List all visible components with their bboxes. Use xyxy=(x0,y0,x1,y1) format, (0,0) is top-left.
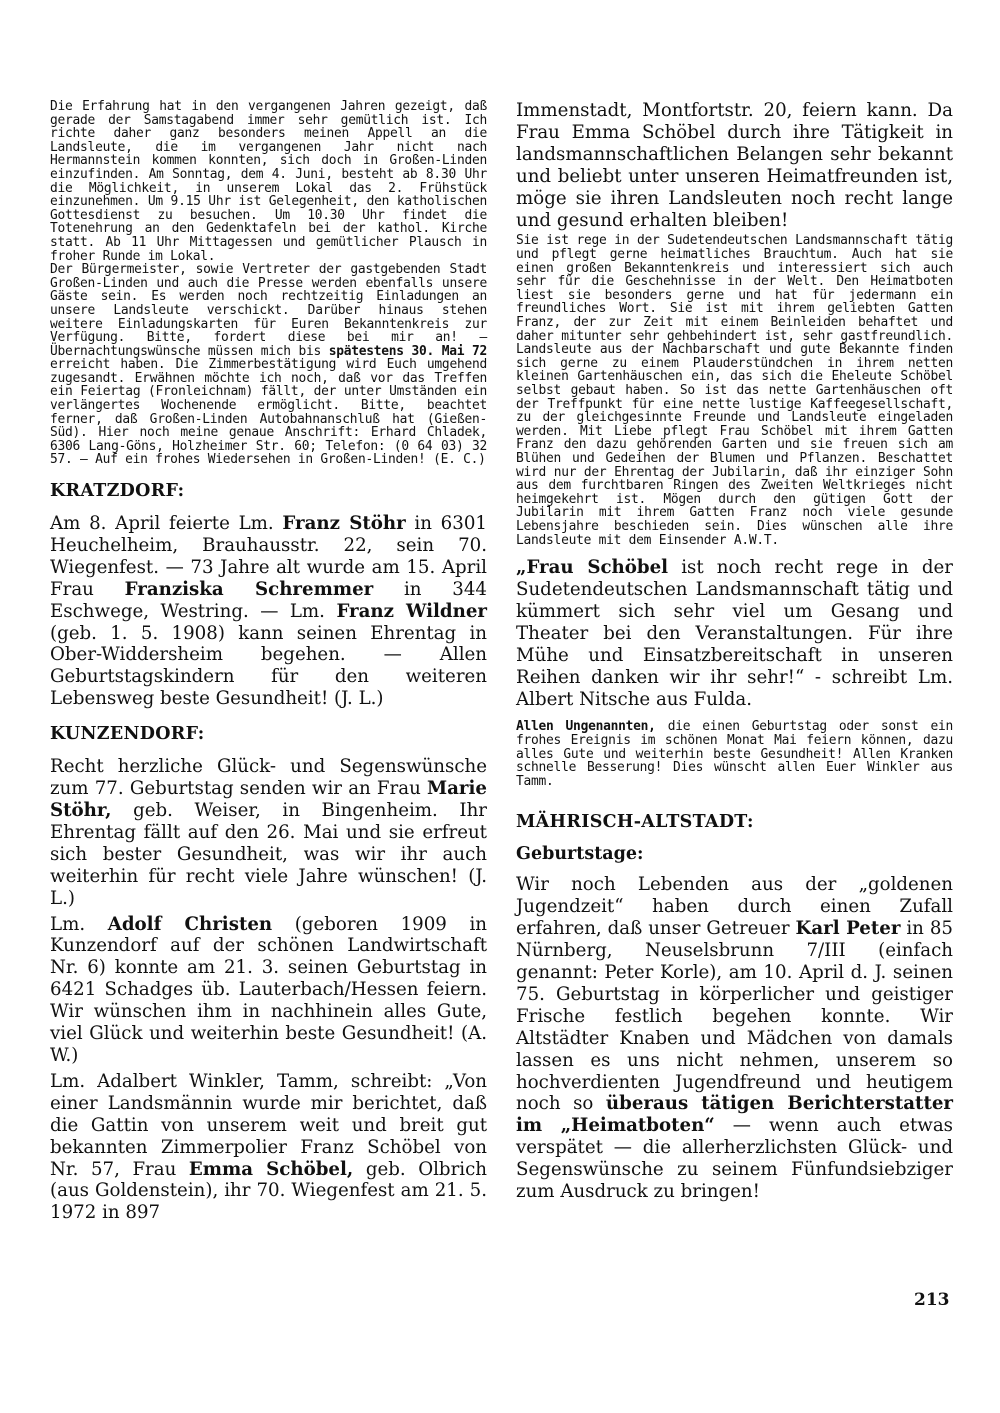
page-number: 213 xyxy=(914,1290,950,1310)
right-column xyxy=(516,100,953,1203)
left-column xyxy=(50,100,487,1224)
kunzendorf-paragraph-2: Lm. Adolf Christen (geboren 1909 in Kunzendorf auf der schönen Landwirtschaft Nr. 6) konnte am 21. 3. seinen Geburtstag in 6421 Schadges üb. Lauterbach/Hessen feiern. Wir wünschen ihm in nachhinein alles Gute, viel Glück und weiterhin beste Gesundheit! (A. W.) xyxy=(50,913,487,1066)
schoebel-detail-paragraph: Sie ist rege in der Sudetendeutschen Landsmannschaft tätig und pflegt gerne heimatliches Brauchtum. Auch hat sie einen großen Bekanntenkreis und interessiert sich auch sehr für die Geschehnisse in der Welt. Den Heimatboten liest sie besonders gerne und hat für jedermann ein freundliches Wort. Sie ist mit ihrem geliebten Gatten Franz, der zur Zeit mit einem Beinleiden behaftet und daher mitunter sehr gehbehindert ist, sehr gastfreundlich. Landsleute aus der Nachbarschaft und gute Bekannte finden sich gerne zu einem Plauderstündchen in ihrem netten kleinen Gartenhäuschen ein, das sich die Eheleute Schöbel selbst gebaut haben. So ist das nette Gartenhäuschen oft der Treffpunkt für eine nette lustige Kaffeegesellschaft, zu der gleichgesinnte Freunde und Landsleute eingeladen werden. Mit Liebe pflegt Frau Schöbel mit ihrem Gatten Franz den dazu gehörenden Garten und sie freuen sich am Blühen und Gedeihen der Blumen und Pflanzen. Beschattet wird nur der Ehrentag der Jubilarin, daß ihr einziger Sohn aus dem furchtbaren Ringen des Zweiten Weltkrieges nicht heimgekehrt ist. Mögen durch den gütigen Gott der Jubilarin mit ihrem Gatten Franz noch viele gesunde Lebensjahre beschieden sein. Dies wünschen alle ihre Landsleute mit dem Einsender A.W.T. xyxy=(516,233,953,548)
geburtstage-subheading: Geburtstage: xyxy=(516,844,644,865)
nitsche-quote-paragraph: „Frau Schöbel ist noch recht rege in der Sudetendeutschen Landsmannschaft tätig und kümmert sich sehr viel um Gesang und Theater bei den Veranstaltungen. Für ihre Mühe und Einsatzbereitschaft in unseren Reihen danken wir ihr sehr!“ - schreibt Lm. Albert Nitsche aus Fulda. xyxy=(516,557,953,710)
maehrisch-altstadt-heading: MÄHRISCH-ALTSTADT: xyxy=(516,812,754,833)
meeting-announcement-paragraph-1: Die Erfahrung hat in den vergangenen Jahren gezeigt, daß gerade der Samstagabend immer sehr gemütlich ist. Ich richte daher ganz besonders meinen Appell an die Landsleute, die im vergangenen Jahr nicht nach Hermannstein kommen konnten, sich doch in Großen-Linden einzufinden. Am Sonntag, dem 4. Juni, besteht ab 8.30 Uhr die Möglichkeit, in unserem Lokal das 2. Frühstück einzunehmen. Um 9.15 Uhr ist Gelegenheit, den katholischen Gottesdienst zu besuchen. Um 10.30 Uhr findet die Totenehrung an den Gedenktafeln bei der kathol. Kirche statt. Ab 11 Uhr Mittagessen und gemütlicher Plausch in froher Runde im Lokal. xyxy=(50,99,487,264)
kratzdorf-heading: KRATZDORF: xyxy=(50,481,185,502)
meeting-announcement-paragraph-2: Der Bürgermeister, sowie Vertreter der gastgebenden Stadt Großen-Linden und auch die Presse werden ebenfalls unsere Gäste sein. Es werden noch rechtzeitig Einladungen an unsere Landsleute verschickt. Darüber hinaus stehen weitere Einladungskarten für Euren Bekanntenkreis zur Verfügung. Bitte, fordert diese bei mir an! — Übernachtungswünsche müssen mich bis spätestens 30. Mai 72 erreicht haben. Die Zimmerbestätigung wird Euch umgehend zugesandt. Erwähnen möchte ich noch, daß vor das Treffen ein Feiertag (Fronleichnam) fällt, der unter Umständen ein verlängertes Wochenende ermöglicht. Bitte, beachtet ferner, daß Großen-Linden Autobahnanschluß hat (Gießen-Süd). Hier noch meine genaue Anschrift: Erhard Chladek, 6306 Lang-Göns, Holzheimer Str. 60; Telefon: (0 64 03) 32 57. — Auf ein frohes Wiedersehen in Großen-Linden! (E. C.) xyxy=(50,262,488,468)
ungenannten-paragraph: Allen Ungenannten, die einen Geburtstag oder sonst ein frohes Ereignis im schönen Monat Mai feiern können, dazu alles Gute und weiterhin beste Gesundheit! Allen Kranken schnelle Besserung! Dies wünscht allen Euer Winkler aus Tamm. xyxy=(516,719,953,789)
schoebel-continuation-paragraph: Immenstadt, Montfortstr. 20, feiern kann. Da Frau Emma Schöbel durch ihre Tätigkeit in landsmannschaftlichen Belangen sehr bekannt und beliebt unter unseren Heimatfreunden ist, möge sie ihren Landsleuten noch recht lange und gesund erhalten bleiben! xyxy=(516,100,953,231)
signature-initials: (E. C.) xyxy=(433,452,486,468)
kunzendorf-paragraph-1: Recht herzliche Glück- und Segenswünsche zum 77. Geburtstag senden wir an Frau Marie Stöhr, geb. Weiser, in Bingenheim. Ihr Ehrentag fällt auf den 26. Mai und sie erfreut sich bester Gesundheit, was wir ihr auch weiterhin für recht viele Jahre wünschen! (J. L.) xyxy=(50,756,487,909)
kunzendorf-heading: KUNZENDORF: xyxy=(50,724,205,745)
altstadt-paragraph: Wir noch Lebenden aus der „goldenen Jugendzeit“ haben durch einen Zufall erfahren, daß unser Getreuer Karl Peter in 85 Nürnberg, Neuselsbrunn 7/III (einfach genannt: Peter Korle), am 10. April d. J. seinen 75. Geburtstag in körperlicher und geistiger Frische festlich begehen konnte. Wir Altstädter Knaben und Mädchen von damals lassen es uns nicht nehmen, unserem so hochverdienten Jugendfreund und heutigem noch so überaus tätigen Berichterstatter im „Heimatboten“ — wenn auch etwas verspätet — die allerherzlichsten Glück- und Segenswünsche zu seinem Fünfundsiebziger zum Ausdruck zu bringen! xyxy=(516,874,953,1203)
kunzendorf-paragraph-3: Lm. Adalbert Winkler, Tamm, schreibt: „Von einer Landsmännin wurde mir berichtet, daß die Gattin von unserem weit und breit gut bekannten Zimmerpolier Franz Schöbel von Nr. 57, Frau Emma Schöbel, geb. Olbrich (aus Goldenstein), ihr 70. Wiegenfest am 21. 5. 1972 in 897 xyxy=(50,1070,487,1224)
kratzdorf-paragraph: Am 8. April feierte Lm. Franz Stöhr in 6301 Heuchelheim, Brauhausstr. 22, sein 70. Wiegenfest. — 73 Jahre alt wurde am 15. April Frau Franziska Schremmer in 344 Eschwege, Westring. — Lm. Franz Wildner (geb. 1. 5. 1908) kann seinen Ehrentag in Ober-Widdersheim begehen. — Allen Geburtstagskindern für den weiteren Lebensweg beste Gesundheit! (J. L.) xyxy=(50,513,487,710)
